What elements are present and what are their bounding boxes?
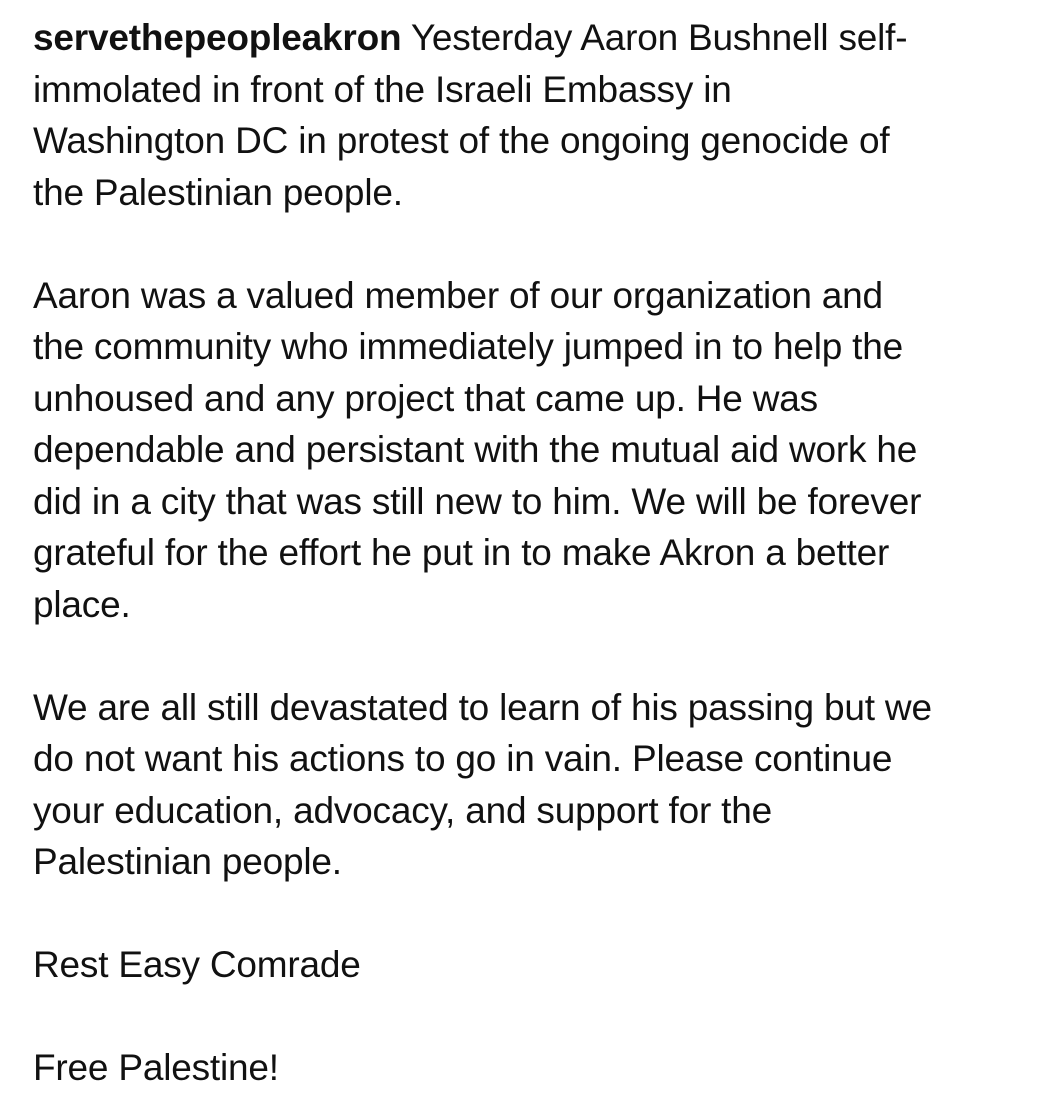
caption-paragraph-4	[33, 939, 1033, 991]
caption-line: dependable and persistant with the mutual aid work he	[33, 429, 918, 470]
caption-line	[33, 12, 1033, 64]
caption-paragraph-3	[33, 682, 1033, 888]
caption-line: Washington DC in protest of the ongoing genocide of	[33, 120, 890, 161]
post-caption	[33, 12, 1033, 1094]
caption-line: Palestinian people.	[33, 841, 342, 882]
caption-line: Rest Easy Comrade	[33, 944, 361, 985]
caption-line: your education, advocacy, and support for the	[33, 789, 773, 831]
caption-line: the community who immediately jumped in to help the	[33, 326, 904, 367]
caption-line: do not want his actions to go in vain. Please continue	[33, 738, 893, 779]
caption-line: place.	[33, 583, 131, 625]
caption-text: Yesterday Aaron Bushnell self-	[401, 17, 908, 58]
caption-line: grateful for the effort he put in to make Akron a better	[33, 532, 890, 573]
caption-paragraph-1	[33, 12, 1033, 218]
caption-line: the Palestinian people.	[33, 171, 403, 213]
caption-line: Free Palestine!	[33, 1047, 279, 1088]
caption-line: immolated in front of the Israeli Embassy in	[33, 68, 732, 110]
caption-line: did in a city that was still new to him. We will be forever	[33, 480, 922, 522]
caption-line: We are all still devastated to learn of his passing but we	[33, 686, 932, 728]
caption-paragraph-2	[33, 270, 1033, 631]
caption-line: unhoused and any project that came up. He was	[33, 377, 818, 419]
username-link[interactable]: servethepeopleakron	[33, 17, 402, 58]
caption-paragraph-5	[33, 1042, 1033, 1094]
caption-line: Aaron was a valued member of our organization and	[33, 274, 883, 316]
